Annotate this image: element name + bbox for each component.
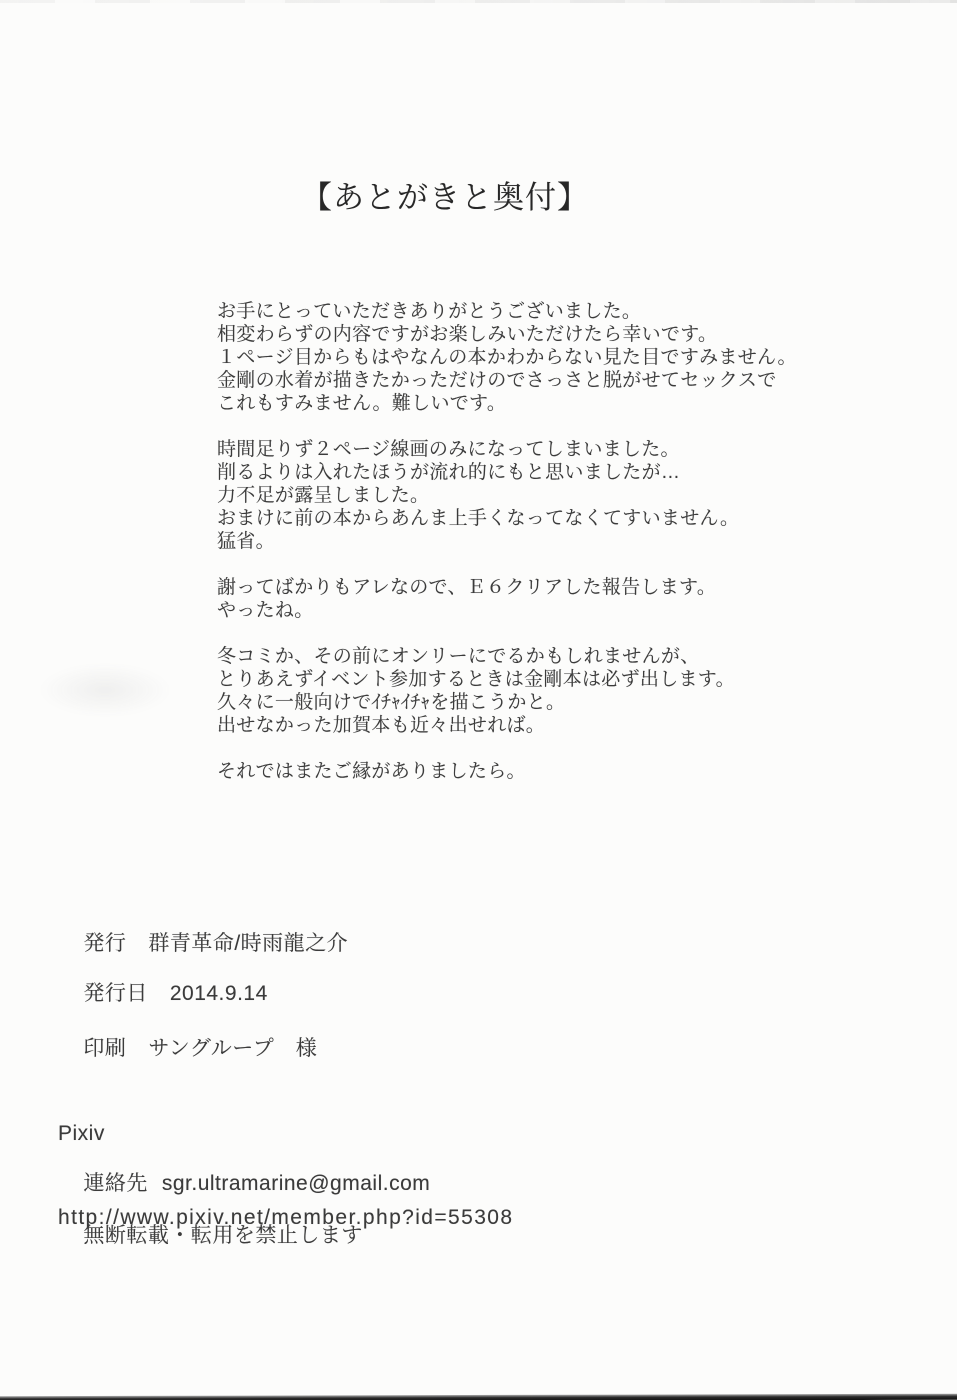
scan-noise-top <box>0 0 957 3</box>
pixiv-url-text: http://www.pixiv.net/member.php?id=55308 <box>58 1206 514 1229</box>
contact-email-text: sgr.ultramarine@gmail.com <box>161 1172 431 1195</box>
afterword-paragraph-4 <box>217 645 797 737</box>
text-line: やったね。 <box>217 600 314 621</box>
text-line: お手にとっていただきありがとうございました。 <box>217 301 642 322</box>
publisher-value: 群青革命/時雨龍之介 <box>148 932 349 955</box>
text-line: おまけに前の本からあんま上手くなってなくてすいません。 <box>217 508 740 529</box>
text-line: それではまたご縁がありましたら。 <box>217 761 526 782</box>
page-title: 【あとがきと奥付】 <box>301 180 589 215</box>
publication-date-label: 発行日 <box>83 982 148 1005</box>
text-line: 謝ってばかりもアレなので、Ｅ６クリアした報告します。 <box>217 577 717 598</box>
publisher-label: 発行 <box>83 932 127 955</box>
afterword-paragraph-2 <box>217 438 797 553</box>
text-line: 久々に一般向けでｲﾁｬｲﾁｬを描こうかと。 <box>217 692 566 713</box>
afterword-body <box>217 300 797 783</box>
text-line: 削るよりは入れたほうが流れ的にもと思いましたが… <box>217 462 681 483</box>
printer-label: 印刷 <box>83 1037 127 1060</box>
text-line: 猛省。 <box>217 531 275 552</box>
showthrough-smudge <box>40 664 170 716</box>
text-line: 力不足が露呈しました。 <box>217 485 430 506</box>
text-line: 冬コミか、その前にオンリーにでるかもしれませんが、 <box>217 646 700 667</box>
text-line: 相変わらずの内容ですがお楽しみいただけたら幸いです。 <box>217 324 718 345</box>
pixiv-label: Pixiv <box>58 1122 105 1145</box>
text-line: 出せなかった加賀本も近々出せれば。 <box>217 715 546 736</box>
text-line: これもすみません。難しいです。 <box>217 393 507 414</box>
text-line: １ページ目からもはやなんの本かわからない見た目ですみません。 <box>217 347 797 368</box>
reproduction-notice <box>58 1197 363 1275</box>
text-line: 時間足りず２ページ線画のみになってしまいました。 <box>217 439 680 460</box>
scan-edge-bottom <box>0 1394 957 1400</box>
afterword-paragraph-1 <box>217 300 797 415</box>
afterword-paragraph-5 <box>217 760 797 783</box>
afterword-paragraph-3 <box>217 576 797 622</box>
notice-text: 無断転載・転用を禁止します <box>83 1224 363 1247</box>
text-line: とりあえずイベント参加するときは金剛本は必ず出します。 <box>217 669 735 690</box>
printer-value: サングループ 様 <box>148 1037 318 1060</box>
publication-date-value: 2014.9.14 <box>169 982 268 1005</box>
text-line: 金剛の水着が描きたかっただけのでさっさと脱がせてセックスで <box>217 370 777 391</box>
contact-label: 連絡先 <box>83 1172 148 1195</box>
